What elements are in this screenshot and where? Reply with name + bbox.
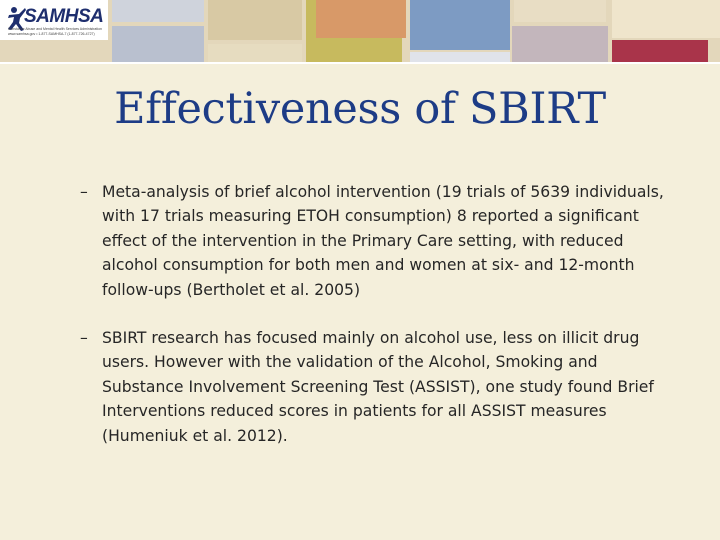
decorative-tile [410,0,510,50]
decorative-tile [512,26,608,66]
logo-tagline: Substance Abuse and Mental Health Services Administration [8,27,102,31]
bullet-item [78,180,678,302]
logo-contact-line: www.samhsa.gov • 1-877-SAMHSA-7 (1-877-726-4727) [8,32,95,36]
samhsa-wordmark: SAMHSA [24,6,104,27]
decorative-tile [112,0,204,22]
decorative-tile [316,0,406,38]
bullet-list [78,180,678,448]
decorative-tile-strip [0,0,720,70]
dash-marker: – [80,183,88,201]
decorative-tile [612,0,720,38]
bullet-item [78,326,678,448]
decorative-tile [112,26,204,64]
bullet-text: SBIRT research has focused mainly on alcohol use, less on illicit drug users. However with the validation of the Alcohol, Smoking and Substance Involvement Screening Test (ASSIST), one study found Brief Interventions reduced scores in patients for all ASSIST measures (Humeniuk et al. 2012). [102,329,654,445]
samhsa-logo[interactable] [0,0,108,40]
decorative-tile [208,44,302,64]
dash-marker: – [80,329,88,348]
slide-title: Effectiveness of SBIRT [114,84,606,134]
decorative-tile [514,0,606,22]
decorative-tile [208,0,302,40]
bullet-text: Meta-analysis of brief alcohol intervention (19 trials of 5639 individuals, with 17 trials measuring ETOH consumption) 8 reported a significant effect of the intervention in the Primary Care setting, with reduced alcohol consumption for both men and women at six- and 12-month follow-ups (Bertholet et al. 2005) [102,183,664,299]
